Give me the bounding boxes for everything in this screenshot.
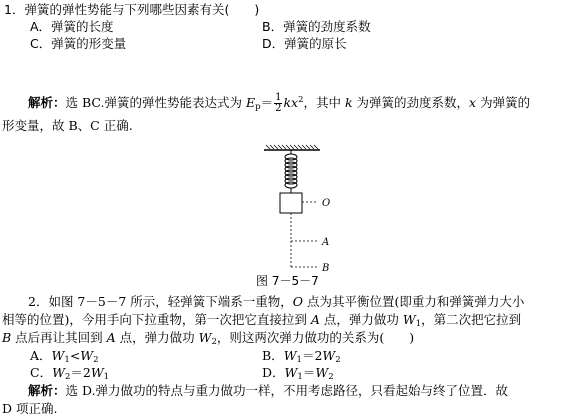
q1-analysis-label: 解析： (28, 95, 66, 110)
q2-point-a: A (310, 312, 320, 327)
q2-line2-text-a: 相等的位置)，今用手向下拉重物，第一次把它直接拉到 (2, 312, 311, 327)
q2-w2: W (198, 330, 212, 345)
q1-option-c: C．弹簧的形变量 (30, 36, 127, 51)
square-exponent: 2 (298, 95, 304, 105)
q2-line1-text-b: 点为其平衡位置(即重力和弹簧弹力大小 (303, 294, 525, 309)
weight-block (280, 193, 302, 213)
q2-analysis-text: 选 D.弹力做功的特点与重力做功一样，不用考虑路径，只看起始与终了位置．故 (65, 383, 509, 398)
kx-term: kx (283, 95, 299, 110)
q2-option-a: A．$W_1<W_2$ (30, 348, 99, 365)
q2-line1 (28, 296, 524, 309)
q2-line3-text-c: ，则这两次弹力做功的关系为( ) (216, 330, 415, 345)
q1-stem: 1．弹簧的弹性势能与下列哪些因素有关( ) (4, 2, 260, 17)
q2-analysis-line1 (28, 385, 508, 398)
spring-icon (285, 150, 297, 193)
q2-analysis-line2: D 项正确. (2, 401, 58, 416)
q2-line2-text-c: ，第二次把它拉到 (421, 312, 522, 327)
q2-line3-text-a: 点后再让其回到 (11, 330, 107, 345)
q1-analysis-text-c: 为弹簧的劲度系数， (352, 95, 470, 110)
figure-caption: 图 7－5－7 (256, 274, 319, 288)
q2-point-o: O (292, 294, 304, 309)
q2-line2-text-b: 点，弹力做功 (319, 312, 403, 327)
fraction-denominator: 2 (275, 103, 282, 114)
label-a: A (322, 237, 330, 248)
fraction-numerator: 1 (275, 92, 282, 103)
q2-option-d: D．$W_1=W_2$ (262, 365, 334, 382)
q2-w1: W (402, 312, 416, 327)
q1-option-d: D．弹簧的原长 (262, 36, 347, 51)
q2-line3-text-b: 点，弹力做功 (115, 330, 199, 345)
ep-subscript: p (255, 102, 261, 112)
q1-option-a: A．弹簧的长度 (30, 19, 114, 34)
q2-line1-text-a: 2．如图 7－5－7 所示，轻弹簧下端系一重物， (28, 294, 293, 309)
q2-analysis-label: 解析： (28, 383, 66, 398)
q1-analysis-line2: 形变量，故 B、C 正确. (2, 118, 133, 133)
q1-analysis-text-b: ，其中 (303, 95, 345, 110)
ceiling-icon (264, 145, 320, 150)
q2-w2-sub: 2 (211, 337, 217, 347)
q2-line2 (2, 314, 521, 329)
x-variable: x (469, 95, 477, 110)
q1-option-b: B．弹簧的劲度系数 (262, 19, 371, 34)
q2-line3 (2, 332, 414, 347)
q2-option-c: C．$W_2=2W_1$ (30, 365, 110, 382)
k-variable: k (344, 95, 353, 110)
q2-option-b: B．$W_1=2W_2$ (262, 348, 341, 365)
q2-point-a2: A (106, 330, 116, 345)
label-o: O (322, 198, 331, 209)
q2-w1-sub: 1 (415, 319, 422, 329)
equals-sign: ＝ (260, 95, 274, 110)
label-b: B (322, 263, 330, 274)
q2-point-b: B (2, 330, 12, 345)
ep-symbol: E (245, 95, 256, 110)
q1-analysis-text-d: 为弹簧的 (476, 95, 531, 110)
q1-analysis-text-a: 选 BC.弹簧的弹性势能表达式为 (65, 95, 246, 110)
